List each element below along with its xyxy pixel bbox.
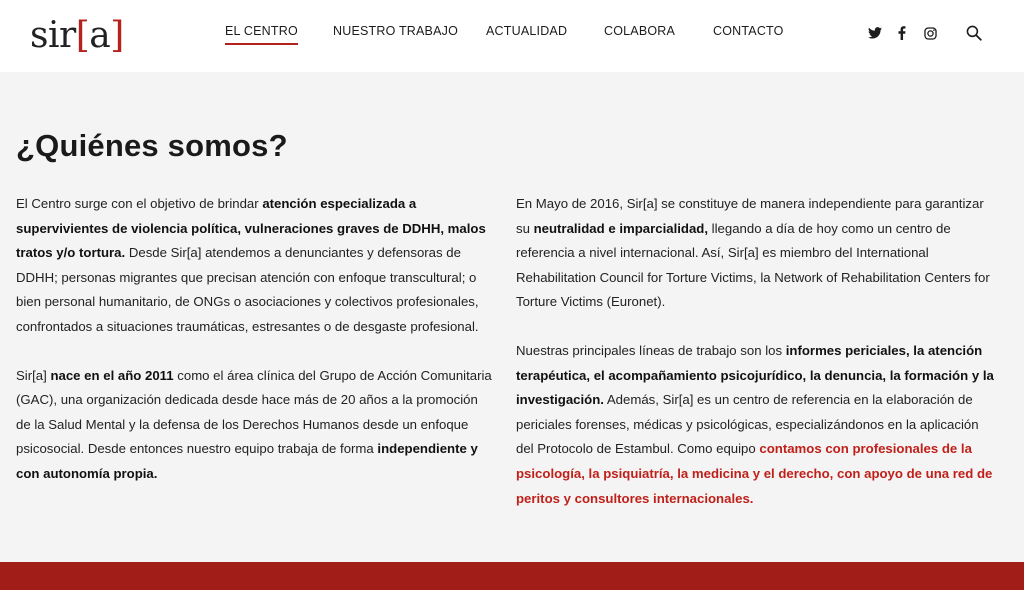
site-header [0,0,1024,72]
search-icon[interactable] [965,24,983,42]
instagram-icon[interactable] [921,24,939,42]
page-title: ¿Quiénes somos? [16,128,288,163]
logo-text: sir[a] [30,15,124,56]
nav-item-el-centro[interactable]: EL CENTRO [225,24,298,38]
intro-paragraph-1: El Centro surge con el objetivo de brindar atención especializada a supervivientes de violencia política, vulneraciones graves de DDHH, malos tratos y/o tortura. Desde Sir[a] atendemos a denunciantes y defensoras de DDHH; personas migrantes que precisan atención con enfoque transcultural; o bien personal humanitario, de ONGs o asociaciones y colectivos profesionales, confrontados a situaciones traumáticas, estresantes o de desgaste profesional. [16,196,486,334]
intro-right-column [516,192,996,535]
nav-item-contacto[interactable]: CONTACTO [713,24,784,38]
footer-band [0,562,1024,590]
intro-left-column [16,192,494,511]
work-lines-paragraph: Nuestras principales líneas de trabajo son los informes periciales, la atención terapéutica, el acompañamiento psicojurídico, la denuncia, la formación y la investigación. Además, Sir[a] es un centro de referencia en la elaboración de periciales forenses, médicas y psicológicas, especializándonos en la aplicación del Protocolo de Estambul. Como equipo contamos con profesionales de la psicología, la psiquiatría, la medicina y el derecho, con apoyo de una red de peritos y consultores internacionales. [516,342,994,506]
facebook-icon[interactable] [893,24,911,42]
nav-item-nuestro-trabajo[interactable]: NUESTRO TRABAJO [333,24,459,38]
history-paragraph: En Mayo de 2016, Sir[a] se constituye de manera independiente para garantizar su neutralidad e imparcialidad, llegando a día de hoy como un centro de referencia a nivel internacional. Así, Sir[a] es miembro del International Rehabilitation Council for Torture Victims, la Network of Rehabilitation Centers for Torture Victims (Euronet). [516,196,990,310]
nav-item-actualidad[interactable]: ACTUALIDAD [486,24,568,38]
site-logo[interactable] [30,10,124,56]
intro-paragraph-2: Sir[a] nace en el año 2011 como el área clínica del Grupo de Acción Comunitaria (GAC), una organización dedicada desde hace más de 20 años a la promoción de la Salud Mental y la defensa de los Derechos Humanos desde un enfoque psicosocial. Desde entonces nuestro equipo trabaja de forma independiente y con autonomía propia. [16,367,492,481]
nav-item-colabora[interactable]: COLABORA [604,24,676,38]
twitter-icon[interactable] [866,24,884,42]
